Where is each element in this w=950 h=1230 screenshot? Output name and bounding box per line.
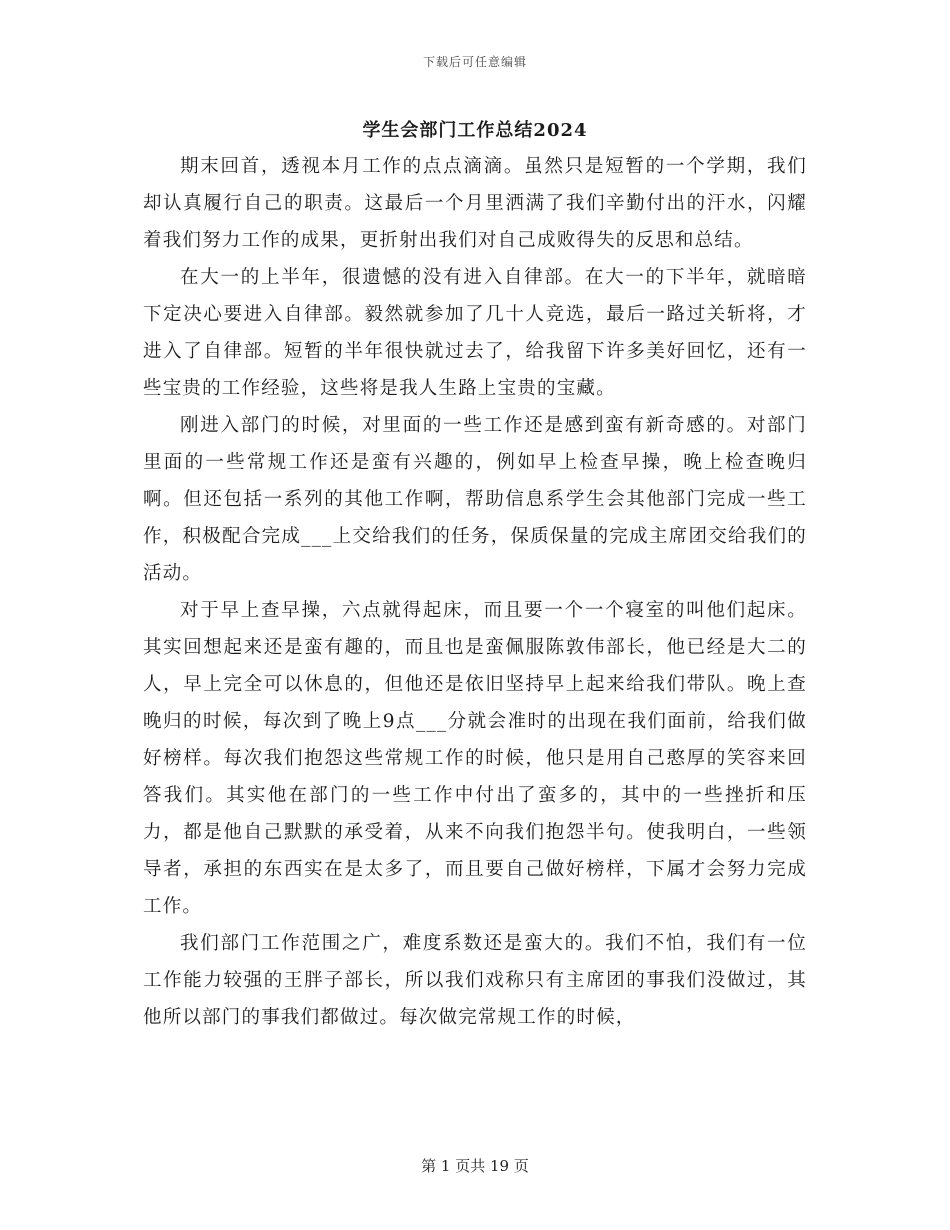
document-body xyxy=(143,148,807,1036)
paragraph: 刚进入部门的时候，对里面的一些工作还是感到蛮有新奇感的。对部门里面的一些常规工作还是蛮有兴趣的，例如早上检查早操，晚上检查晚归啊。但还包括一系列的其他工作啊，帮助信息系学生会其他部门完成一些工作，积极配合完成___上交给我们的任务，保质保量的完成主席团交给我们的活动。 xyxy=(143,415,807,584)
page-number: 第 1 页共 19 页 xyxy=(421,1157,529,1175)
page-header-note: 下载后可任意编辑 xyxy=(422,55,527,69)
paragraph: 我们部门工作范围之广，难度系数还是蛮大的。我们不怕，我们有一位工作能力较强的王胖子部长，所以我们戏称只有主席团的事我们没做过，其他所以部门的事我们都做过。每次做完常规工作的时候， xyxy=(143,933,807,1028)
paragraph: 对于早上查早操，六点就得起床，而且要一个一个寝室的叫他们起床。其实回想起来还是蛮有趣的，而且也是蛮佩服陈敦伟部长，他已经是大二的人，早上完全可以休息的，但他还是依旧坚持早上起来给我们带队。晚上查晚归的时候，每次到了晚上9点___分就会准时的出现在我们面前，给我们做好榜样。每次我们抱怨这些常规工作的时候，他只是用自己憨厚的笑容来回答我们。其实他在部门的一些工作中付出了蛮多的，其中的一些挫折和压力，都是他自己默默的承受着，从来不向我们抱怨半句。使我明白，一些领导者，承担的东西实在是太多了，而且要自己做好榜样，下属才会努力完成工作。 xyxy=(143,600,807,917)
document-title: 学生会部门工作总结2024 xyxy=(362,120,588,141)
paragraph: 期末回首，透视本月工作的点点滴滴。虽然只是短暂的一个学期，我们却认真履行自己的职责。这最后一个月里洒满了我们辛勤付出的汗水，闪耀着我们努力工作的成果，更折射出我们对自己成败得失的反思和总结。 xyxy=(143,156,807,251)
paragraph: 在大一的上半年，很遗憾的没有进入自律部。在大一的下半年，就暗暗下定决心要进入自律部。毅然就参加了几十人竞选，最后一路过关斩将，才进入了自律部。短暂的半年很快就过去了，给我留下许多美好回忆，还有一些宝贵的工作经验，这些将是我人生路上宝贵的宝藏。 xyxy=(143,267,807,399)
